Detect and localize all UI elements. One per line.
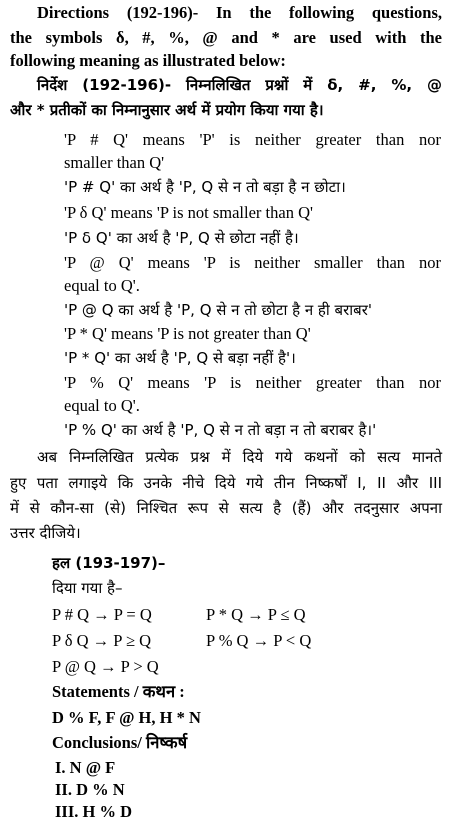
meaning-pct-en-line2: equal to Q'. [64,396,140,415]
meaning-hash-hi: 'P # Q' का अर्थ है 'P, Q से न तो बड़ा है न छोटा। [64,178,346,196]
rule-pct: P % Q → P < Q [206,631,312,650]
rule-hash: P # Q → P = Q [52,605,152,624]
directions-en-line3: following meaning as illustrated below: [10,51,286,70]
rule-star: P * Q → P ≤ Q [206,605,306,624]
statements-value: D % F, F @ H, H * N [52,708,201,727]
meaning-at-en-line1: 'P @ Q' means 'P is neither smaller than nor [64,253,441,272]
conclusion-3: III. H % D [55,802,133,821]
meaning-star-en: 'P * Q' means 'P is not greater than Q' [64,324,311,343]
statements-label: Statements / कथन : [52,682,185,701]
conclusion-2: II. D % N [55,780,125,799]
solution-given: दिया गया है– [52,579,123,597]
directions-hi-line2: और * प्रतीकों का निम्नानुसार अर्थ में प्रयोग किया गया है। [10,101,324,119]
conclusions-label: Conclusions/ निष्कर्ष [52,733,188,752]
directions-hi-line1: निर्देश (192-196)- निम्नलिखित प्रश्नों में δ, #, %, @ [37,76,442,94]
directions-en-line2: the symbols δ, #, %, @ and * are used with the [10,28,442,47]
instruction-line3: में से कौन-सा (से) निश्चित रूप से सत्य है (हैं) और तदनुसार अपना [10,499,442,517]
instruction-line2: हुए पता लगाइये कि उनके नीचे दिये गये तीन निष्कर्षों I, II और III [10,474,442,492]
solution-heading: हल (193-197)– [52,554,166,572]
meaning-at-hi: 'P @ Q का अर्थ है 'P, Q से न तो छोटा है न ही बराबर' [64,301,372,319]
instruction-line1: अब निम्नलिखित प्रत्येक प्रश्न में दिये गये कथनों को सत्य मानते [37,448,442,466]
meaning-at-en-line2: equal to Q'. [64,276,140,295]
meaning-pct-hi: 'P % Q' का अर्थ है 'P, Q से न तो बड़ा न तो बराबर है।' [64,421,377,439]
meaning-hash-en-line2: smaller than Q' [64,153,165,172]
instruction-line4: उत्तर दीजिये। [10,524,81,542]
conclusion-1: I. N @ F [55,758,116,777]
meaning-hash-en-line1: 'P # Q' means 'P' is neither greater than nor [64,130,441,149]
meaning-star-hi: 'P * Q' का अर्थ है 'P, Q से बड़ा नहीं है'। [64,349,296,367]
meaning-pct-en-line1: 'P % Q' means 'P is neither greater than nor [64,373,441,392]
rule-at: P @ Q → P > Q [52,657,159,676]
rule-delta: P δ Q → P ≥ Q [52,631,152,650]
directions-en-line1: Directions (192-196)- In the following questions, [37,3,442,22]
meaning-delta-en: 'P δ Q' means 'P is not smaller than Q' [64,203,313,222]
meaning-delta-hi: 'P δ Q' का अर्थ है 'P, Q से छोटा नहीं है। [64,229,299,247]
